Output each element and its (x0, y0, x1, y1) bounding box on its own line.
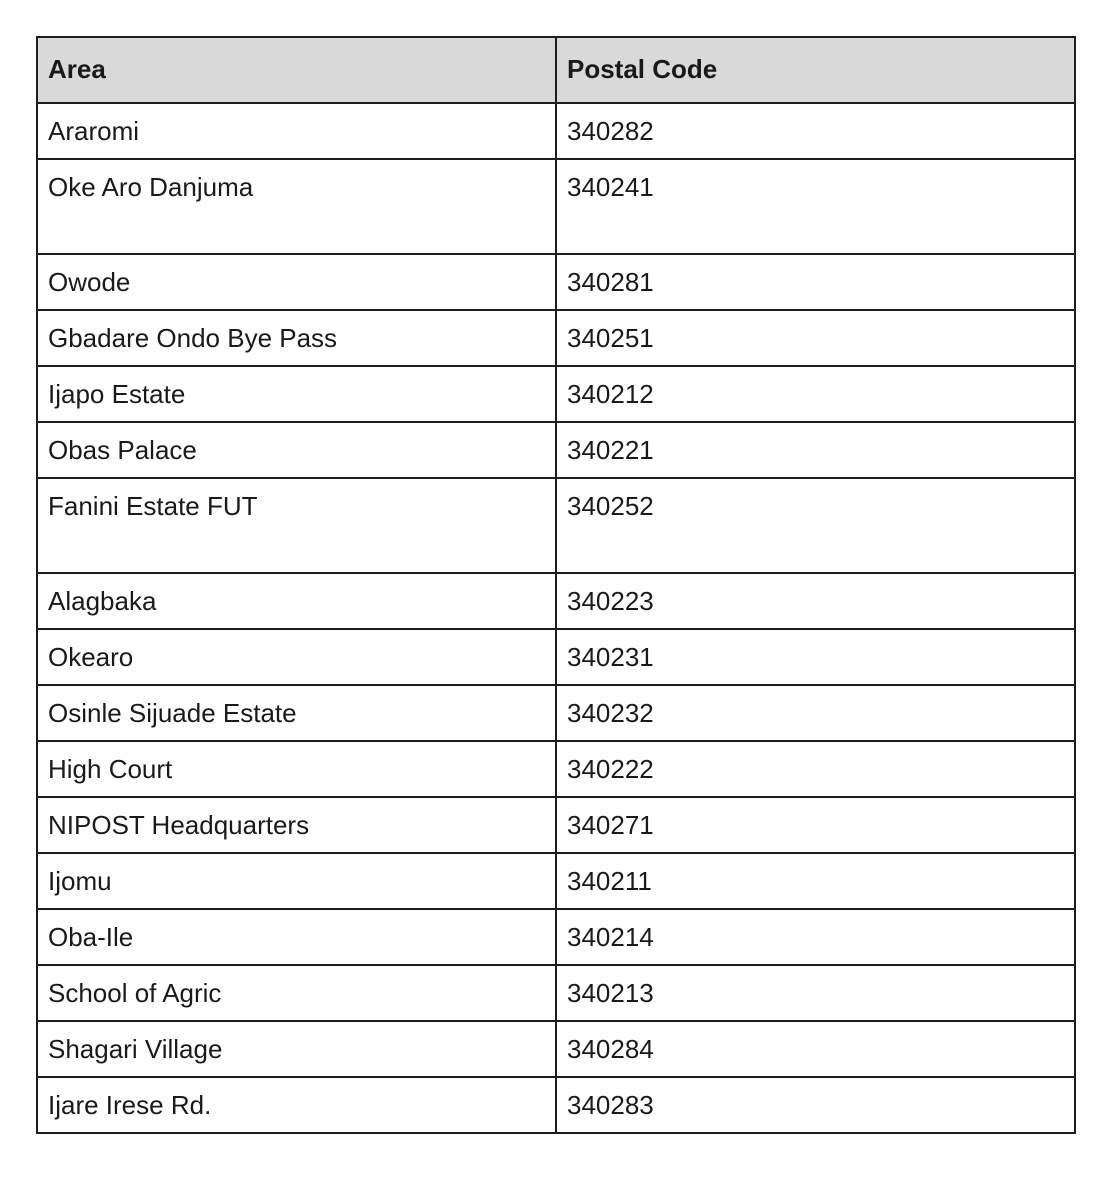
table-row (37, 366, 1075, 422)
table-row (37, 478, 1075, 573)
table-row (37, 159, 1075, 254)
header-row (37, 37, 1075, 103)
area-cell: Oke Aro Danjuma (37, 159, 556, 254)
column-header-postal-code: Postal Code (556, 37, 1075, 103)
postal-code-table (36, 36, 1076, 1134)
table-row (37, 254, 1075, 310)
table-header (37, 37, 1075, 103)
postal-code-cell: 340211 (556, 853, 1075, 909)
table-row (37, 1021, 1075, 1077)
area-cell: Okearo (37, 629, 556, 685)
table-row (37, 310, 1075, 366)
area-cell: Shagari Village (37, 1021, 556, 1077)
area-cell: Osinle Sijuade Estate (37, 685, 556, 741)
area-cell: Araromi (37, 103, 556, 159)
area-cell: Owode (37, 254, 556, 310)
table-row (37, 853, 1075, 909)
postal-code-cell: 340221 (556, 422, 1075, 478)
postal-code-cell: 340282 (556, 103, 1075, 159)
table-row (37, 103, 1075, 159)
area-cell: NIPOST Headquarters (37, 797, 556, 853)
table-row (37, 685, 1075, 741)
table-row (37, 422, 1075, 478)
postal-code-cell: 340271 (556, 797, 1075, 853)
area-cell: Obas Palace (37, 422, 556, 478)
area-cell: High Court (37, 741, 556, 797)
table-row (37, 1077, 1075, 1133)
area-cell: Ijomu (37, 853, 556, 909)
postal-code-cell: 340283 (556, 1077, 1075, 1133)
table-row (37, 909, 1075, 965)
postal-code-cell: 340213 (556, 965, 1075, 1021)
postal-code-cell: 340222 (556, 741, 1075, 797)
postal-code-cell: 340281 (556, 254, 1075, 310)
postal-code-cell: 340251 (556, 310, 1075, 366)
table-row (37, 573, 1075, 629)
area-cell: Gbadare Ondo Bye Pass (37, 310, 556, 366)
area-cell: Ijare Irese Rd. (37, 1077, 556, 1133)
area-cell: Oba-Ile (37, 909, 556, 965)
postal-code-table-container (36, 36, 1074, 1134)
postal-code-cell: 340214 (556, 909, 1075, 965)
table-row (37, 629, 1075, 685)
postal-code-cell: 340252 (556, 478, 1075, 573)
area-cell: Ijapo Estate (37, 366, 556, 422)
table-row (37, 741, 1075, 797)
postal-code-cell: 340284 (556, 1021, 1075, 1077)
postal-code-cell: 340241 (556, 159, 1075, 254)
table-row (37, 965, 1075, 1021)
column-header-area: Area (37, 37, 556, 103)
postal-code-cell: 340231 (556, 629, 1075, 685)
postal-code-cell: 340223 (556, 573, 1075, 629)
area-cell: School of Agric (37, 965, 556, 1021)
area-cell: Fanini Estate FUT (37, 478, 556, 573)
postal-code-cell: 340232 (556, 685, 1075, 741)
table-body (37, 103, 1075, 1133)
area-cell: Alagbaka (37, 573, 556, 629)
postal-code-cell: 340212 (556, 366, 1075, 422)
table-row (37, 797, 1075, 853)
